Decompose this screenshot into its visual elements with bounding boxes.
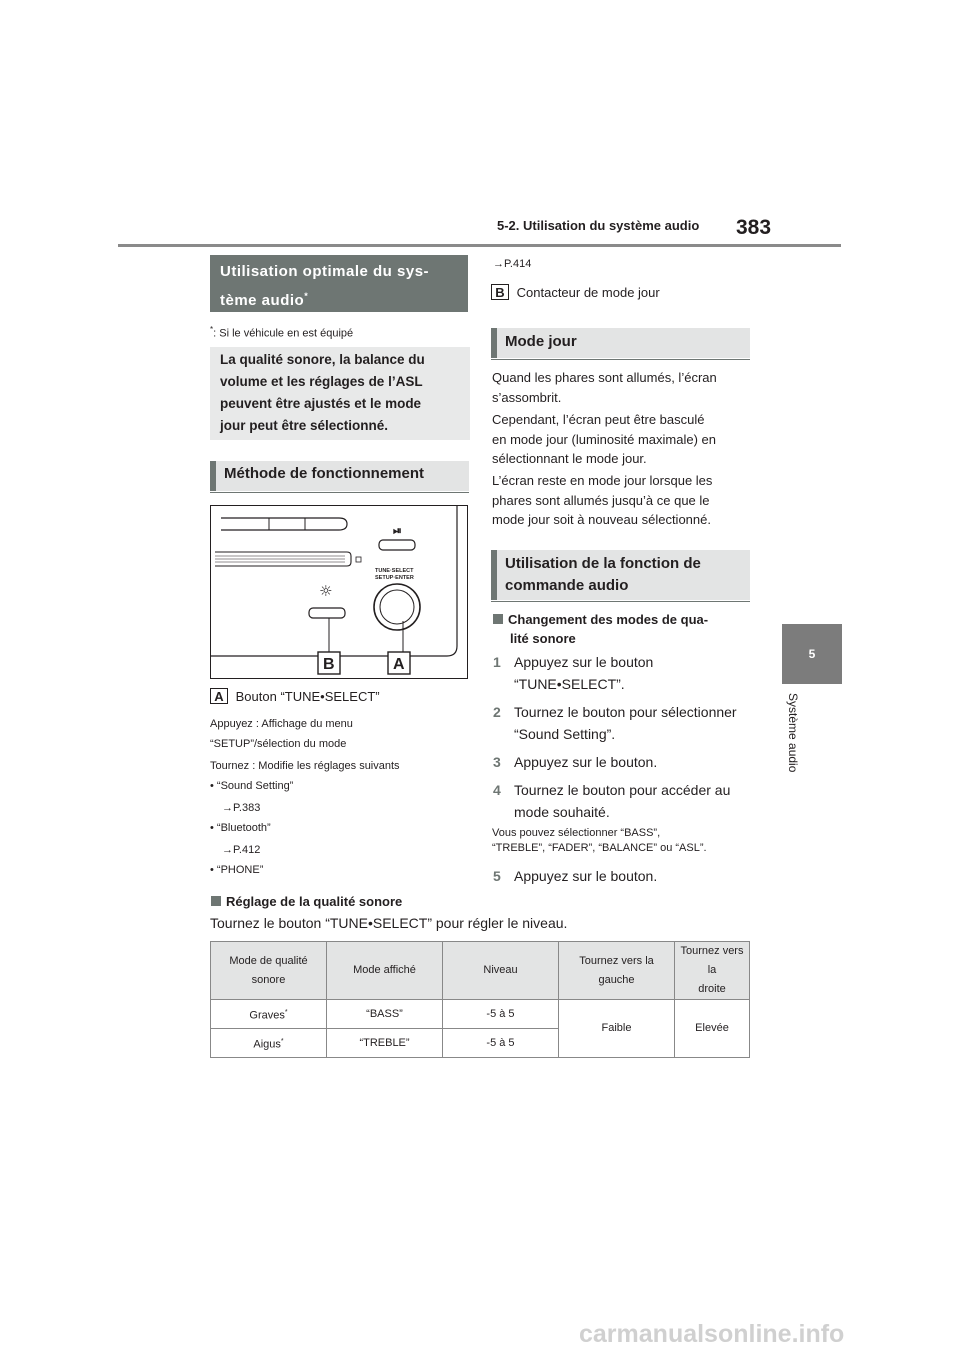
header-line: gauche xyxy=(598,973,635,986)
heading-line: commande audio xyxy=(505,577,629,594)
table-header-cell xyxy=(211,942,327,1000)
step-number: 3 xyxy=(493,754,501,770)
cell-text: Graves xyxy=(249,1009,285,1022)
day-mode-paragraph xyxy=(492,368,717,407)
header-line: sonore xyxy=(251,973,286,986)
switch-b-title: Contacteur de mode jour xyxy=(516,284,660,300)
page-reference[interactable]: →P.383 xyxy=(222,802,261,814)
step-text: “Sound Setting”. xyxy=(514,726,616,742)
control-panel-diagram xyxy=(210,505,468,679)
paragraph-line: en mode jour (luminosité maximale) en xyxy=(492,431,716,447)
main-heading-line1: Utilisation optimale du sys- xyxy=(220,263,430,280)
knob-inner-ring xyxy=(380,590,414,624)
day-mode-paragraph xyxy=(492,410,716,469)
day-mode-heading: Mode jour xyxy=(491,328,750,358)
step-number: 5 xyxy=(493,868,501,884)
paragraph-line: phares sont allumés jusqu’à ce que le xyxy=(492,492,710,508)
table-header-cell xyxy=(443,942,559,1000)
footnote-star: * xyxy=(210,325,214,334)
table-header-cell xyxy=(327,942,443,1000)
step4-note xyxy=(492,826,707,856)
sun-icon: ☼ xyxy=(319,582,333,600)
paragraph-line: s’assombrit. xyxy=(492,389,562,405)
callout-a: A xyxy=(393,656,405,673)
footnote-text: : Si le véhicule en est équipé xyxy=(213,327,354,340)
heading-text: Réglage de la qualité sonore xyxy=(226,894,403,909)
square-bullet-icon xyxy=(211,896,221,906)
page-number: 383 xyxy=(736,216,772,239)
label-b: B xyxy=(491,284,509,300)
step-text: Tournez le bouton pour accéder au xyxy=(514,782,731,798)
page-reference[interactable]: →P.414 xyxy=(493,258,532,270)
step-item xyxy=(493,779,731,823)
paragraph-line: L’écran reste en mode jour lorsque les xyxy=(492,473,713,488)
list-item: • “Sound Setting” xyxy=(210,780,294,792)
header-line: Niveau xyxy=(483,964,518,976)
sound-quality-heading xyxy=(211,894,402,909)
table-cell: “BASS” xyxy=(327,1000,443,1029)
paragraph-line: Quand les phares sont allumés, l’écran xyxy=(492,370,717,385)
note-line: “TREBLE”, “FADER”, “BALANCE” ou “ASL”. xyxy=(492,842,707,854)
paragraph-line: mode jour soit à nouveau sélectionné. xyxy=(492,512,711,527)
label-a: A xyxy=(210,688,228,704)
press-description-line1: Appuyez : Affichage du menu xyxy=(210,718,353,730)
paragraph-line: sélectionnant le mode jour. xyxy=(492,451,647,466)
method-heading: Méthode de fonctionnement xyxy=(210,461,469,491)
day-mode-switch xyxy=(309,608,345,618)
tune-select-knob xyxy=(374,584,420,630)
sound-quality-table xyxy=(210,941,750,1058)
voice-command-heading xyxy=(491,550,750,600)
header-line: droite xyxy=(698,983,726,995)
setup-enter-label: SETUP·ENTER xyxy=(375,575,414,581)
play-pause-icon: ⏯ xyxy=(393,524,402,537)
chapter-title-vertical xyxy=(786,693,804,793)
chapter-number: 5 xyxy=(808,647,816,661)
footnote-star: * xyxy=(280,1037,284,1045)
day-mode-paragraph xyxy=(492,471,712,530)
step-item xyxy=(493,651,654,695)
table-cell: -5 à 5 xyxy=(443,1029,559,1058)
change-modes-heading xyxy=(493,610,708,648)
intro-line: La qualité sonore, la balance du xyxy=(220,352,425,367)
step-text: “TUNE•SELECT”. xyxy=(514,676,625,692)
panel-illustration xyxy=(211,506,467,678)
step-text: Appuyez sur le bouton. xyxy=(514,754,658,770)
step-item xyxy=(493,865,658,887)
intro-line: peuvent être ajustés et le mode xyxy=(220,396,422,411)
step-number: 2 xyxy=(493,704,501,720)
step-item xyxy=(493,701,737,745)
page-reference[interactable]: →P.412 xyxy=(222,844,261,856)
chapter-title: Système audio xyxy=(786,693,800,773)
watermark: carmanualsonline.info xyxy=(579,1320,845,1348)
sound-quality-instruction: Tournez le bouton “TUNE•SELECT” pour régler le niveau. xyxy=(210,915,568,931)
header-line: Mode de qualité xyxy=(229,954,308,967)
square-bullet-icon xyxy=(493,614,503,624)
turn-description: Tournez : Modifie les réglages suivants xyxy=(210,760,400,772)
main-heading xyxy=(210,255,468,312)
step-item xyxy=(493,751,658,773)
table-cell: Faible xyxy=(559,1000,675,1058)
step-text: Appuyez sur le bouton. xyxy=(514,868,658,884)
play-pause-button xyxy=(379,540,415,550)
intro-line: jour peut être sélectionné. xyxy=(220,418,389,433)
panel-edge xyxy=(211,506,457,656)
main-heading-line2-text: tème audio xyxy=(220,292,305,309)
intro-line: volume et les réglages de l’ASL xyxy=(220,374,423,389)
table-row xyxy=(211,1000,750,1029)
heading-line: lité sonore xyxy=(510,631,576,646)
table-header-row xyxy=(211,942,750,1000)
heading-line: Changement des modes de qua- xyxy=(508,612,709,627)
callout-b: B xyxy=(323,656,335,673)
intro-box xyxy=(210,347,470,440)
table-cell: -5 à 5 xyxy=(443,1000,559,1029)
press-description-line2: “SETUP”/sélection du mode xyxy=(210,738,347,750)
step-text: mode souhaité. xyxy=(514,804,610,820)
list-item: • “Bluetooth” xyxy=(210,822,271,834)
step-number: 4 xyxy=(493,782,501,798)
main-heading-line2 xyxy=(220,284,458,313)
table-cell xyxy=(211,1000,327,1029)
tune-select-label: TUNE·SELECT xyxy=(375,568,414,574)
footnote xyxy=(210,325,353,340)
paragraph-line: Cependant, l’écran peut être basculé xyxy=(492,412,705,427)
section-title: 5-2. Utilisation du système audio xyxy=(497,218,700,233)
note-line: Vous pouvez sélectionner “BASS”, xyxy=(492,827,661,839)
switch-b-caption xyxy=(491,284,660,300)
footnote-star: * xyxy=(304,291,309,301)
footnote-star: * xyxy=(284,1008,288,1016)
heading-line: Utilisation de la fonction de xyxy=(505,555,701,572)
header-line: Mode affiché xyxy=(353,964,416,976)
table-cell: Elevée xyxy=(675,1000,750,1058)
eject-indicator xyxy=(356,557,361,562)
button-a-caption xyxy=(210,688,380,704)
cell-text: Aigus xyxy=(253,1038,281,1051)
chapter-tab[interactable] xyxy=(782,624,842,684)
list-item: • “PHONE” xyxy=(210,864,264,876)
step-text: Tournez le bouton pour sélectionner xyxy=(514,704,737,720)
header-line: Tournez vers la xyxy=(579,954,654,967)
header-line: Tournez vers la xyxy=(680,945,744,976)
button-a-title: Bouton “TUNE•SELECT” xyxy=(235,688,380,704)
step-text: Appuyez sur le bouton xyxy=(514,654,654,670)
top-button-bar xyxy=(221,518,347,530)
table-cell xyxy=(211,1029,327,1058)
step-number: 1 xyxy=(493,654,501,670)
table-header-cell xyxy=(675,942,750,1000)
header-divider xyxy=(118,244,841,247)
table-cell: “TREBLE” xyxy=(327,1029,443,1058)
table-header-cell xyxy=(559,942,675,1000)
